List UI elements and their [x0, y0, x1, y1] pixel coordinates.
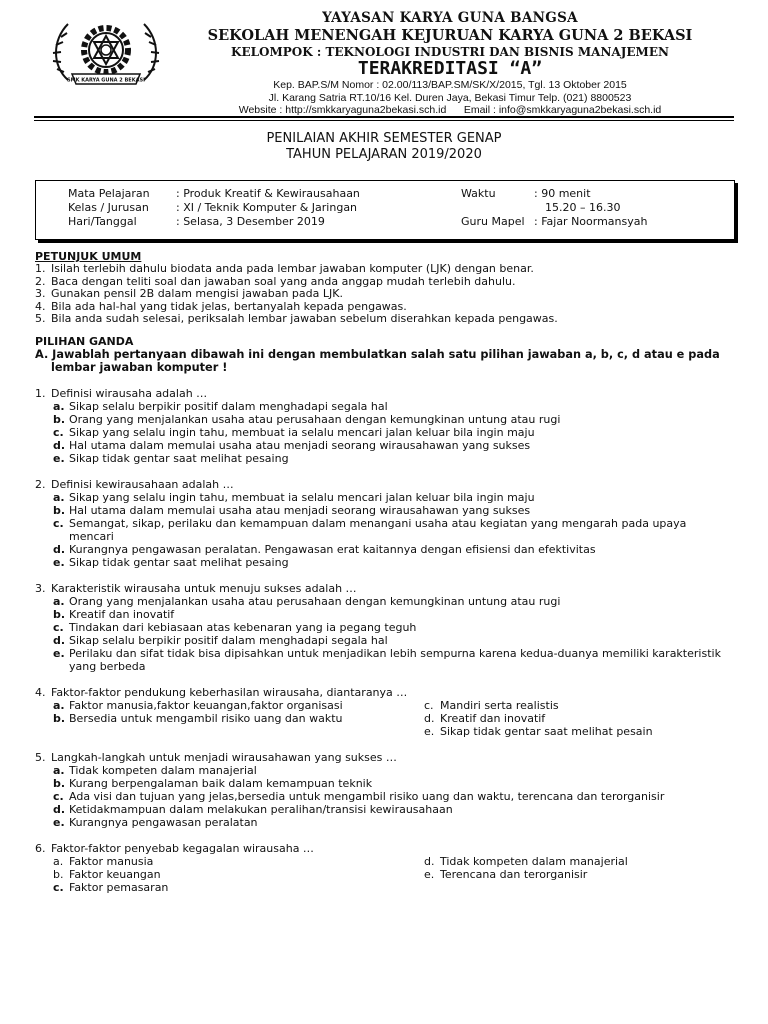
option[interactable]: d. Kreatif dan inovatif: [424, 712, 546, 725]
option[interactable]: e. Sikap tidak gentar saat melihat pesaing: [53, 452, 289, 465]
exam-title-line1: PENILAIAN AKHIR SEMESTER GENAP: [266, 131, 502, 146]
accreditation: TERAKREDITASI “A”: [357, 58, 543, 79]
instructions-list: [35, 263, 735, 326]
subject-label: Mata Pelajaran: [68, 187, 150, 200]
letterhead-divider: [34, 116, 734, 118]
website-line: Website : http://smkkaryaguna2bekasi.sch.id Email : info@smkkaryaguna2bekasi.sch.id: [238, 104, 662, 116]
question-4: 4. Faktor-faktor pendukung keberhasilan wirausaha, diantaranya …: [35, 686, 408, 699]
letterhead: [170, 10, 730, 117]
option[interactable]: c. Ada visi dan tujuan yang jelas,bersedia untuk mengambil risiko uang dan waktu, terencana dan terorganisir: [53, 790, 665, 803]
option[interactable]: d. Tidak kompeten dalam manajerial: [424, 855, 628, 868]
teacher-label: Guru Mapel: [461, 215, 525, 228]
time-value: : 90 menit: [534, 187, 591, 200]
class-value: : XI / Teknik Komputer & Jaringan: [176, 201, 358, 214]
school-group: KELOMPOK : TEKNOLOGI INDUSTRI DAN BISNIS MANAJEMEN: [231, 45, 669, 59]
letterhead-divider-thin: [34, 120, 734, 121]
option[interactable]: b. Kurang berpengalaman baik dalam kemampuan teknik: [53, 777, 373, 790]
option[interactable]: c. Semangat, sikap, perilaku dan kemampuan dalam menangani usaha atau kegiatan yang mengarah pada upaya: [53, 517, 687, 530]
time-range: 15.20 – 16.30: [545, 201, 621, 214]
time-label: Waktu: [461, 187, 496, 200]
option[interactable]: d. Sikap selalu berpikir positif dalam menghadapi segala hal: [53, 634, 388, 647]
question-6: 6. Faktor-faktor penyebab kegagalan wirausaha …: [35, 842, 314, 855]
exam-title: [0, 131, 768, 163]
address-line: Jl. Karang Satria RT.10/16 Kel. Duren Jaya, Bekasi Timur Telp. (021) 8800523: [268, 91, 632, 104]
instruction-item: 4. Bila ada hal-hal yang tidak jelas, bertanyalah kepada pengawas.: [35, 299, 407, 313]
option[interactable]: c. Mandiri serta realistis: [424, 699, 559, 712]
day-value: : Selasa, 3 Desember 2019: [176, 215, 325, 228]
option[interactable]: a. Sikap selalu berpikir positif dalam menghadapi segala hal: [53, 400, 388, 413]
option[interactable]: d. Ketidakmampuan dalam melakukan peralihan/transisi kewirausahaan: [53, 803, 453, 816]
section-heading: PILIHAN GANDA: [35, 335, 134, 348]
option[interactable]: e. Kurangnya pengawasan peralatan: [53, 816, 258, 829]
option[interactable]: b. Hal utama dalam memulai usaha atau menjadi seorang wirausahawan yang sukses: [53, 504, 531, 517]
option[interactable]: b. Kreatif dan inovatif: [53, 608, 175, 621]
instruction-item: 3. Gunakan pensil 2B dalam mengisi jawaban pada LJK.: [35, 287, 343, 300]
teacher-value: : Fajar Noormansyah: [534, 215, 648, 228]
question-5: 5. Langkah-langkah untuk menjadi wirausahawan yang sukses …: [35, 751, 397, 764]
option[interactable]: c. Faktor pemasaran: [53, 881, 169, 894]
option[interactable]: e. Terencana dan terorganisir: [424, 868, 588, 881]
option-continuation: mencari: [69, 530, 114, 543]
option[interactable]: e. Sikap tidak gentar saat melihat pesain: [424, 725, 653, 738]
school-logo: [46, 14, 166, 88]
question-2: 2. Definisi kewirausahaan adalah …: [35, 478, 234, 491]
instruction-item: 5. Bila anda sudah selesai, periksalah lembar jawaban sebelum diserahkan kepada pengawas.: [35, 312, 558, 325]
class-label: Kelas / Jurusan: [68, 201, 149, 214]
option[interactable]: a. Tidak kompeten dalam manajerial: [53, 764, 257, 777]
instructions-heading: PETUNJUK UMUM: [35, 250, 142, 263]
day-label: Hari/Tanggal: [68, 215, 137, 228]
option[interactable]: b. Faktor keuangan: [53, 868, 161, 881]
instruction-item: 1. Isilah terlebih dahulu biodata anda pada lembar jawaban komputer (LJK) dengan benar.: [35, 262, 534, 275]
option[interactable]: e. Sikap tidak gentar saat melihat pesaing: [53, 556, 289, 569]
svg-text:SMK KARYA GUNA 2 BEKASI: SMK KARYA GUNA 2 BEKASI: [67, 77, 145, 84]
foundation-name: YAYASAN KARYA GUNA BANGSA: [322, 10, 578, 26]
option[interactable]: d. Hal utama dalam memulai usaha atau menjadi seorang wirausahawan yang sukses: [53, 439, 531, 452]
exam-title-line2: TAHUN PELAJARAN 2019/2020: [286, 147, 482, 162]
subject-value: : Produk Kreatif & Kewirausahaan: [176, 187, 360, 200]
question-3: 3. Karakteristik wirausaha untuk menuju sukses adalah …: [35, 582, 357, 595]
option[interactable]: a. Faktor manusia: [53, 855, 154, 868]
option[interactable]: c. Sikap yang selalu ingin tahu, membuat ia selalu mencari jalan keluar bila ingin maju: [53, 426, 535, 439]
option-continuation: yang berbeda: [69, 660, 146, 673]
question-1: 1. Definisi wirausaha adalah …: [35, 387, 208, 400]
option[interactable]: a. Orang yang menjalankan usaha atau perusahaan dengan kemungkinan untung atau rugi: [53, 595, 561, 608]
option[interactable]: e. Perilaku dan sifat tidak bisa dipisahkan untuk menjadikan lebih sempurna karena kedua-duanya memiliki karakteristik: [53, 647, 721, 660]
option[interactable]: c. Tindakan dari kebiasaan atas kebenaran yang ia pegang teguh: [53, 621, 417, 634]
section-instruction: A. Jawablah pertanyaan dibawah ini dengan membulatkan salah satu pilihan jawaban a, b, c, d atau e pada: [35, 348, 720, 361]
option[interactable]: d. Kurangnya pengawasan peralatan. Pengawasan erat kaitannya dengan efisiensi dan efektivitas: [53, 543, 596, 556]
exam-info-box: [35, 180, 735, 240]
option[interactable]: b. Bersedia untuk mengambil risiko uang dan waktu: [53, 712, 343, 725]
option[interactable]: a. Sikap yang selalu ingin tahu, membuat ia selalu mencari jalan keluar bila ingin maju: [53, 491, 535, 504]
school-name: SEKOLAH MENENGAH KEJURUAN KARYA GUNA 2 BEKASI: [207, 27, 693, 44]
section-instruction-cont: lembar jawaban komputer !: [51, 361, 228, 374]
instruction-item: 2. Baca dengan teliti soal dan jawaban soal yang anda anggap mudah terlebih dahulu.: [35, 274, 516, 288]
option[interactable]: a. Faktor manusia,faktor keuangan,faktor organisasi: [53, 699, 343, 712]
option[interactable]: b. Orang yang menjalankan usaha atau perusahaan dengan kemungkinan untung atau rugi: [53, 413, 561, 426]
decree-line: Kep. BAP.S/M Nomor : 02.00/113/BAP.SM/SK/X/2015, Tgl. 13 Oktober 2015: [273, 79, 627, 91]
